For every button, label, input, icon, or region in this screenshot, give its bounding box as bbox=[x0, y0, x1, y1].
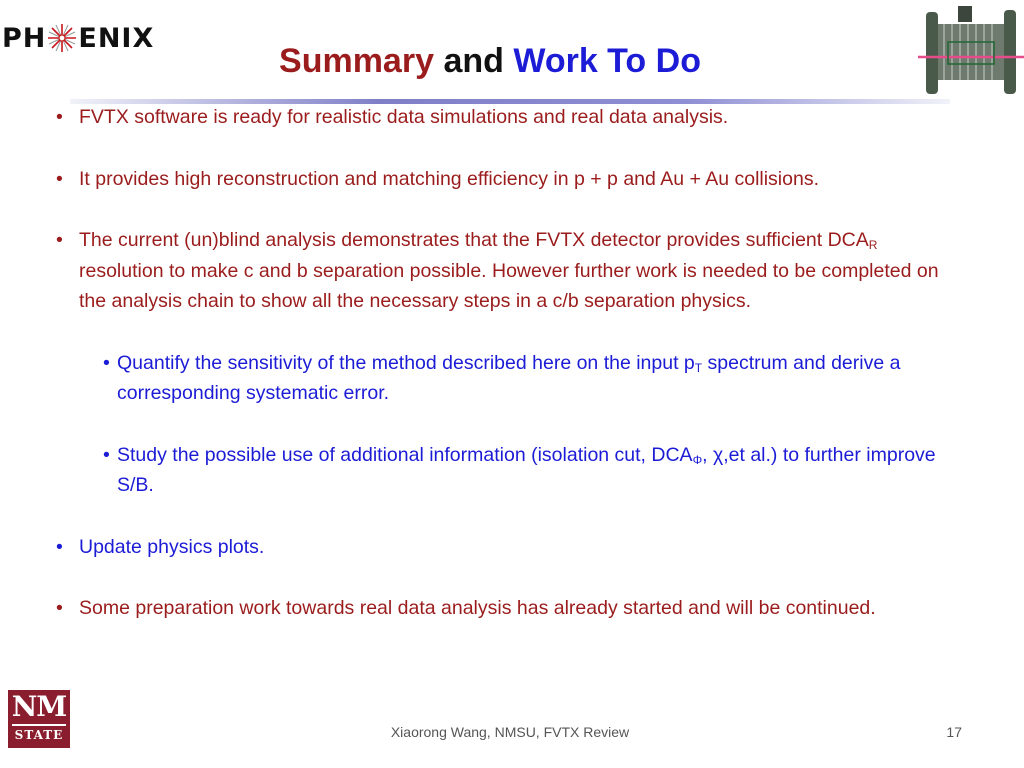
sub-bullet-subscript: T bbox=[694, 360, 703, 375]
bullet-marker: • bbox=[103, 443, 110, 466]
bullet-item bbox=[56, 593, 956, 624]
bullet-text: Update physics plots. bbox=[79, 535, 265, 558]
sub-bullet-text: Quantify the sensitivity of the method described here on the input p bbox=[117, 351, 695, 374]
slide-body bbox=[56, 102, 956, 624]
bullet-marker: • bbox=[56, 229, 63, 251]
bullet-subscript: R bbox=[868, 238, 878, 252]
title-work-to-do: Work To Do bbox=[513, 42, 701, 80]
phenix-logo-text-left: PH bbox=[2, 22, 47, 54]
bullet-item bbox=[56, 102, 956, 133]
footer-text: Xiaorong Wang, NMSU, FVTX Review bbox=[390, 724, 630, 740]
bullet-text: Some preparation work towards real data analysis has already started and will be continued. bbox=[79, 597, 876, 619]
bullet-item bbox=[56, 164, 956, 195]
sub-bullet-subscript: Φ bbox=[692, 452, 703, 467]
nm-logo-letters: NM bbox=[11, 690, 67, 723]
bullet-marker: • bbox=[103, 351, 110, 374]
bullet-item bbox=[56, 225, 956, 317]
bullet-text-cont: resolution to make c and b separation possible. However further work is needed to be completed on the analysis chain to show all the necessary steps in a c/b separation physics. bbox=[79, 259, 939, 312]
sub-bullet-text: Study the possible use of additional information (isolation cut, DCA bbox=[117, 443, 693, 466]
bullet-marker: • bbox=[56, 106, 63, 128]
bullet-text: FVTX software is ready for realistic data simulations and real data analysis. bbox=[79, 106, 729, 128]
bullet-text: It provides high reconstruction and matching efficiency in p + p and Au + Au collisions. bbox=[79, 167, 820, 190]
title-summary: Summary bbox=[279, 42, 434, 80]
page-number: 17 bbox=[946, 724, 962, 740]
title-and: and bbox=[443, 42, 504, 80]
bullet-marker: • bbox=[56, 535, 63, 558]
sub-bullet-text-cont: spectrum and derive a corresponding systematic error. bbox=[117, 351, 901, 404]
sub-bullet-item bbox=[56, 440, 956, 501]
bullet-marker: • bbox=[56, 597, 63, 619]
bullet-item bbox=[56, 532, 956, 563]
sub-bullet-text-cont: , χ,et al.) to further improve S/B. bbox=[117, 443, 936, 496]
slide-title bbox=[0, 42, 980, 81]
bullet-marker: • bbox=[56, 167, 63, 190]
sub-bullet-item bbox=[56, 348, 956, 409]
bullet-text: The current (un)blind analysis demonstrates that the FVTX detector provides sufficient DCA bbox=[79, 229, 869, 251]
nm-state-logo bbox=[8, 690, 70, 748]
nm-logo-state: STATE bbox=[12, 724, 66, 744]
phenix-logo-text-right: ENIX bbox=[78, 22, 155, 54]
